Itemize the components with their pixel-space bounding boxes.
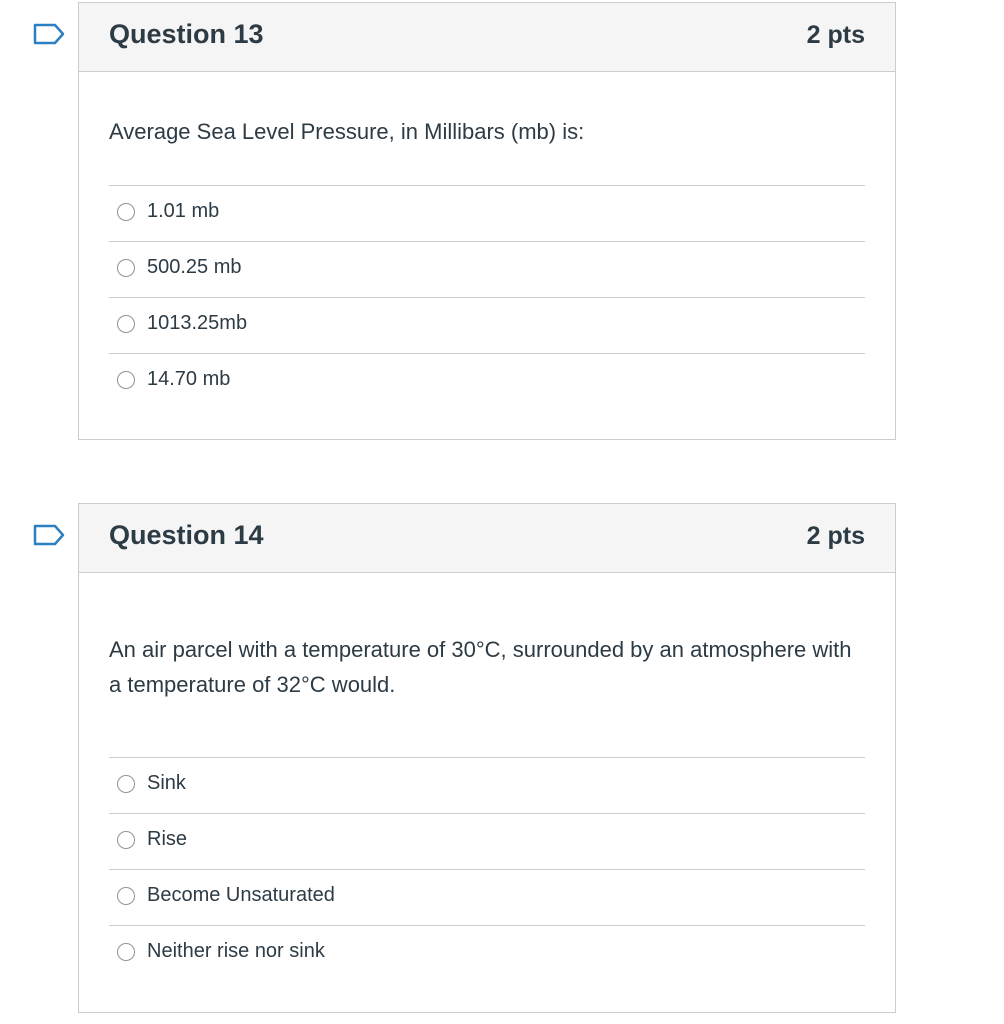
radio-button[interactable] [117,371,135,389]
radio-button[interactable] [117,943,135,961]
flag-question-icon[interactable] [33,524,65,546]
answer-option[interactable] [109,297,865,353]
answer-list [109,757,865,981]
answer-option[interactable] [109,757,865,813]
answer-label[interactable]: 1013.25mb [147,312,248,334]
radio-button[interactable] [117,315,135,333]
answer-list [109,185,865,409]
answer-option[interactable] [109,925,865,981]
question-header [79,3,895,72]
answer-option[interactable] [109,353,865,409]
answer-option[interactable] [109,185,865,241]
radio-button[interactable] [117,259,135,277]
question-header [79,504,895,573]
question-13-card [78,2,896,440]
answer-label[interactable]: 1.01 mb [147,200,220,222]
answer-option[interactable] [109,813,865,869]
radio-button[interactable] [117,203,135,221]
radio-button[interactable] [117,887,135,905]
answer-label[interactable]: Rise [147,828,188,850]
question-title: Question 14 [109,520,264,550]
answer-label[interactable]: Sink [147,772,186,794]
answer-label[interactable]: 500.25 mb [147,256,242,278]
question-points: 2 pts [806,21,865,49]
answer-option[interactable] [109,241,865,297]
question-text: Average Sea Level Pressure, in Millibars (mb) is: [109,119,585,144]
question-title: Question 13 [109,19,264,49]
answer-label[interactable]: 14.70 mb [147,368,231,390]
flag-question-icon[interactable] [33,23,65,45]
answer-option[interactable] [109,869,865,925]
answer-label[interactable]: Become Unsaturated [147,884,335,906]
question-text: An air parcel with a temperature of 30°C, surrounded by an atmosphere with a temperature of 32°C would. [109,637,852,697]
answer-label[interactable]: Neither rise nor sink [147,940,325,962]
radio-button[interactable] [117,831,135,849]
radio-button[interactable] [117,775,135,793]
question-points: 2 pts [806,522,865,550]
question-14-card [78,503,896,1013]
